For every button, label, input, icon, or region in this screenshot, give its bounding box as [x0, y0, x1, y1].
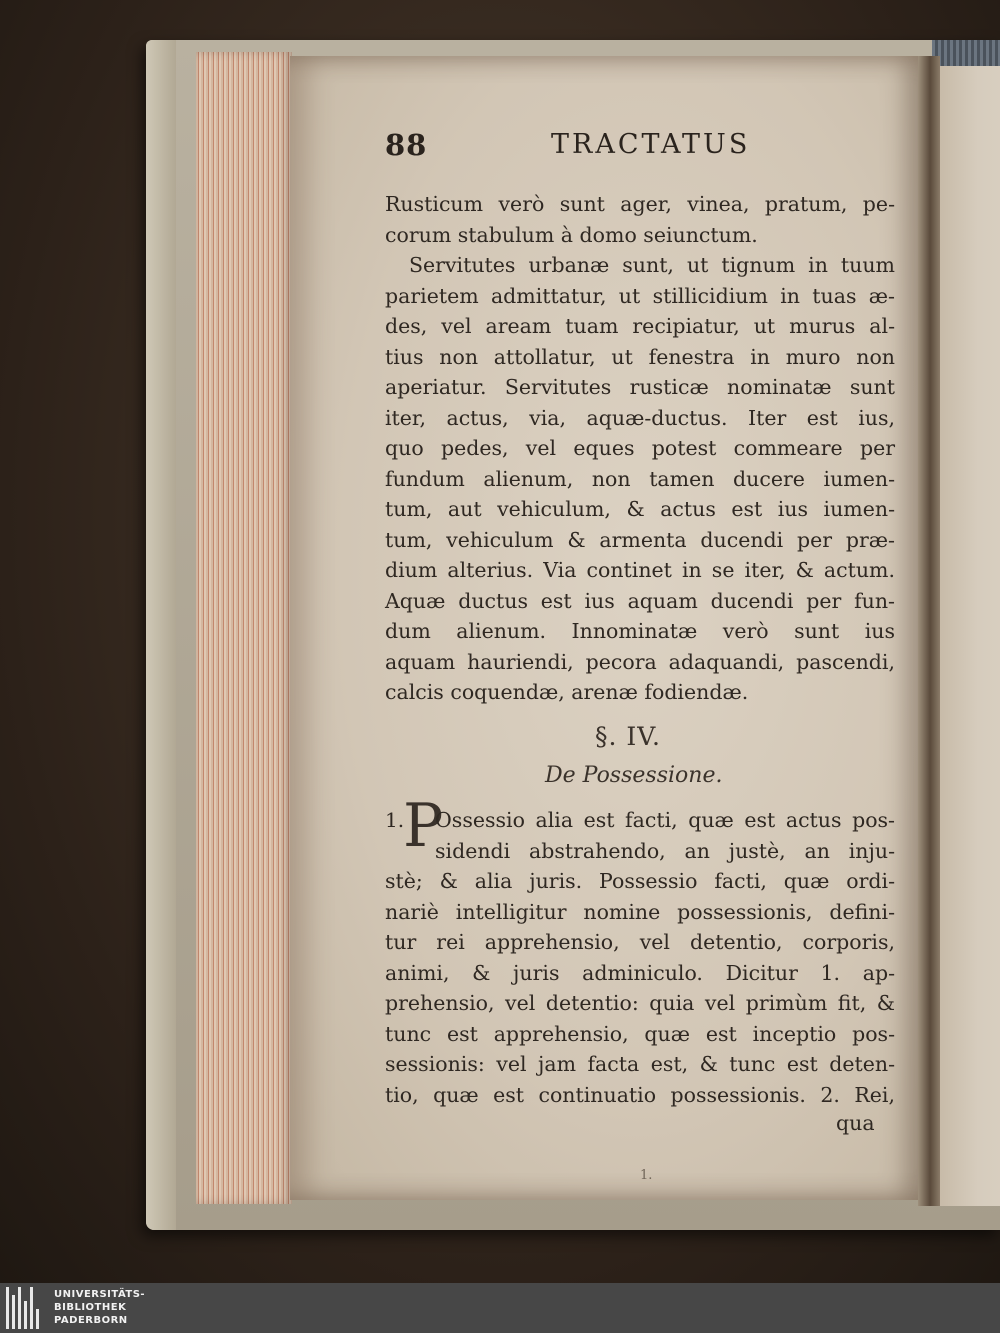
text-line: aquam hauriendi, pecora adaquandi, pascendi,: [385, 649, 895, 674]
page-edges: [196, 52, 292, 1204]
text-line: sessionis: vel jam facta est, & tunc est deten-: [385, 1052, 895, 1076]
section-title: De Possessione.: [545, 763, 723, 788]
text-line: tunc est apprehensio, quæ est inceptio pos-: [385, 1021, 895, 1046]
text-line: des, vel aream tuam recipiatur, ut murus al-: [385, 314, 895, 338]
text-line: dium alterius. Via continet in se iter, & actum.: [385, 558, 895, 582]
text-line: tius non attollatur, ut fenestra in muro non: [385, 344, 895, 369]
signature-mark: 1.: [640, 1168, 653, 1183]
paragraph-number: 1.: [385, 808, 405, 832]
cover-edge: [146, 40, 176, 1230]
text-line: animi, & juris adminiculo. Dicitur 1. ap-: [385, 960, 895, 985]
page-number: 88: [385, 128, 428, 162]
book-gutter: [918, 56, 940, 1206]
drop-cap: P: [403, 791, 444, 861]
text-line: quo pedes, vel eques potest commeare per: [385, 436, 895, 460]
text-line: Ossessio alia est facti, quæ est actus pos-: [435, 808, 895, 832]
text-line: sidendi abstrahendo, an justè, an inju-: [435, 838, 895, 863]
text-line: dum alienum. Innominatæ verò sunt ius: [385, 619, 895, 643]
text-line: tio, quæ est continuatio possessionis. 2. Rei,: [385, 1082, 895, 1107]
text-line: corum stabulum à domo seiunctum.: [385, 222, 758, 247]
text-line: Rusticum verò sunt ager, vinea, pratum, pe-: [385, 192, 895, 216]
text-line: parietem admittatur, ut stillicidium in tuas æ-: [385, 283, 895, 308]
text-line: iter, actus, via, aquæ-ductus. Iter est ius,: [385, 405, 895, 430]
library-logo-icon: [6, 1287, 44, 1329]
footer-bar: [0, 1283, 1000, 1333]
text-line: fundum alienum, non tamen ducere iumen-: [385, 466, 895, 491]
library-name: [54, 1288, 145, 1327]
section-number: §. IV.: [595, 722, 661, 751]
catchword: qua: [836, 1111, 875, 1135]
text-line: Servitutes urbanæ sunt, ut tignum in tuum: [409, 253, 895, 277]
text-line: tum, vehiculum & armenta ducendi per præ-: [385, 527, 895, 552]
library-name-line: BIBLIOTHEK: [54, 1302, 127, 1313]
page-header: [385, 128, 885, 168]
text-line: tur rei apprehensio, vel detentio, corporis,: [385, 930, 895, 954]
text-line: Aquæ ductus est ius aquam ducendi per fun-: [385, 588, 895, 613]
text-line: prehensio, vel detentio: quia vel primùm fit, &: [385, 991, 895, 1015]
text-line: stè; & alia juris. Possessio facti, quæ ordi-: [385, 869, 895, 893]
text-line: calcis coquendæ, arenæ fodiendæ.: [385, 680, 749, 704]
library-name-line: UNIVERSITÄTS-: [54, 1289, 146, 1300]
text-line: tum, aut vehiculum, & actus est ius iumen-: [385, 497, 895, 521]
facing-page: [936, 66, 1000, 1206]
text-line: aperiatur. Servitutes rusticæ nominatæ sunt: [385, 375, 895, 399]
running-title: TRACTATUS: [551, 129, 751, 160]
text-line: nariè intelligitur nomine possessionis, defini-: [385, 899, 895, 924]
library-name-line: PADERBORN: [54, 1315, 128, 1326]
